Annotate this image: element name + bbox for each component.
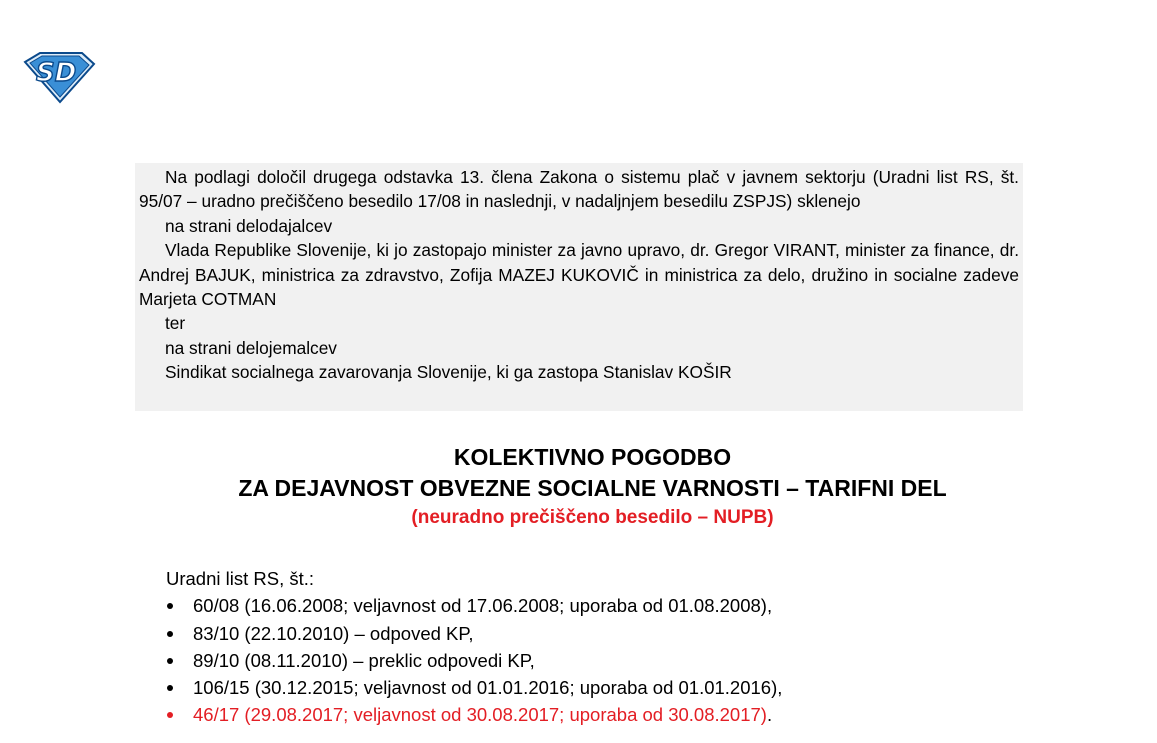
intro-paragraph-legal-basis: Na podlagi določil drugega odstavka 13. člena Zakona o sistemu plač v javnem sektorju (Uradni list RS, št. 95/07 – uradno prečiščeno besedilo 17/08 in naslednji, v nadaljnjem besedilu ZSPJS) sklenejo: [139, 167, 1019, 212]
intro-paragraph-government: Vlada Republike Slovenije, ki jo zastopajo minister za javno upravo, dr. Gregor VIRANT, minister za finance, dr. Andrej BAJUK, ministrica za zdravstvo, Zofija MAZEJ KUKOVIČ in ministrica za delo, družino in socialne zadeve Marjeta COTMAN: [139, 240, 1019, 310]
sd-logo-icon: [22, 50, 96, 104]
list-item: [166, 701, 1046, 728]
reference-text: 106/15 (30.12.2015; veljavnost od 01.01.2016; uporaba od 01.01.2016),: [193, 677, 783, 699]
list-item: [166, 647, 1046, 674]
references-label: Uradni list RS, št.:: [166, 568, 315, 589]
list-item: [166, 592, 1046, 619]
intro-preamble: [135, 163, 1023, 411]
intro-employee-side: na strani delojemalcev: [165, 337, 337, 358]
official-gazette-references: [166, 565, 1046, 729]
sd-shield-logo-svg: [22, 50, 96, 104]
intro-union: Sindikat socialnega zavarovanja Slovenije, ki ga zastopa Stanislav KOŠIR: [165, 362, 732, 383]
reference-text: 83/10 (22.10.2010) – odpoved KP,: [193, 622, 474, 644]
intro-conjunction: ter: [165, 313, 186, 334]
document-title: [0, 442, 1157, 532]
title-line-1: KOLEKTIVNO POGODBO: [453, 444, 732, 470]
title-line-2: ZA DEJAVNOST OBVEZNE SOCIALNE VARNOSTI – TARIFNI DEL: [238, 475, 947, 501]
reference-suffix: .: [766, 704, 773, 726]
subtitle-unofficial: (neuradno prečiščeno besedilo – NUPB): [411, 507, 774, 528]
intro-employer-side: na strani delodajalcev: [165, 215, 333, 236]
references-list: [166, 592, 1046, 728]
logo-monogram: SD: [36, 58, 77, 88]
list-item: [166, 620, 1046, 647]
reference-text: 89/10 (08.11.2010) – preklic odpovedi KP,: [193, 649, 535, 671]
reference-text: 46/17 (29.08.2017; veljavnost od 30.08.2017; uporaba od 30.08.2017): [193, 704, 767, 726]
reference-text: 60/08 (16.06.2008; veljavnost od 17.06.2008; uporaba od 01.08.2008),: [193, 595, 773, 617]
list-item: [166, 674, 1046, 701]
